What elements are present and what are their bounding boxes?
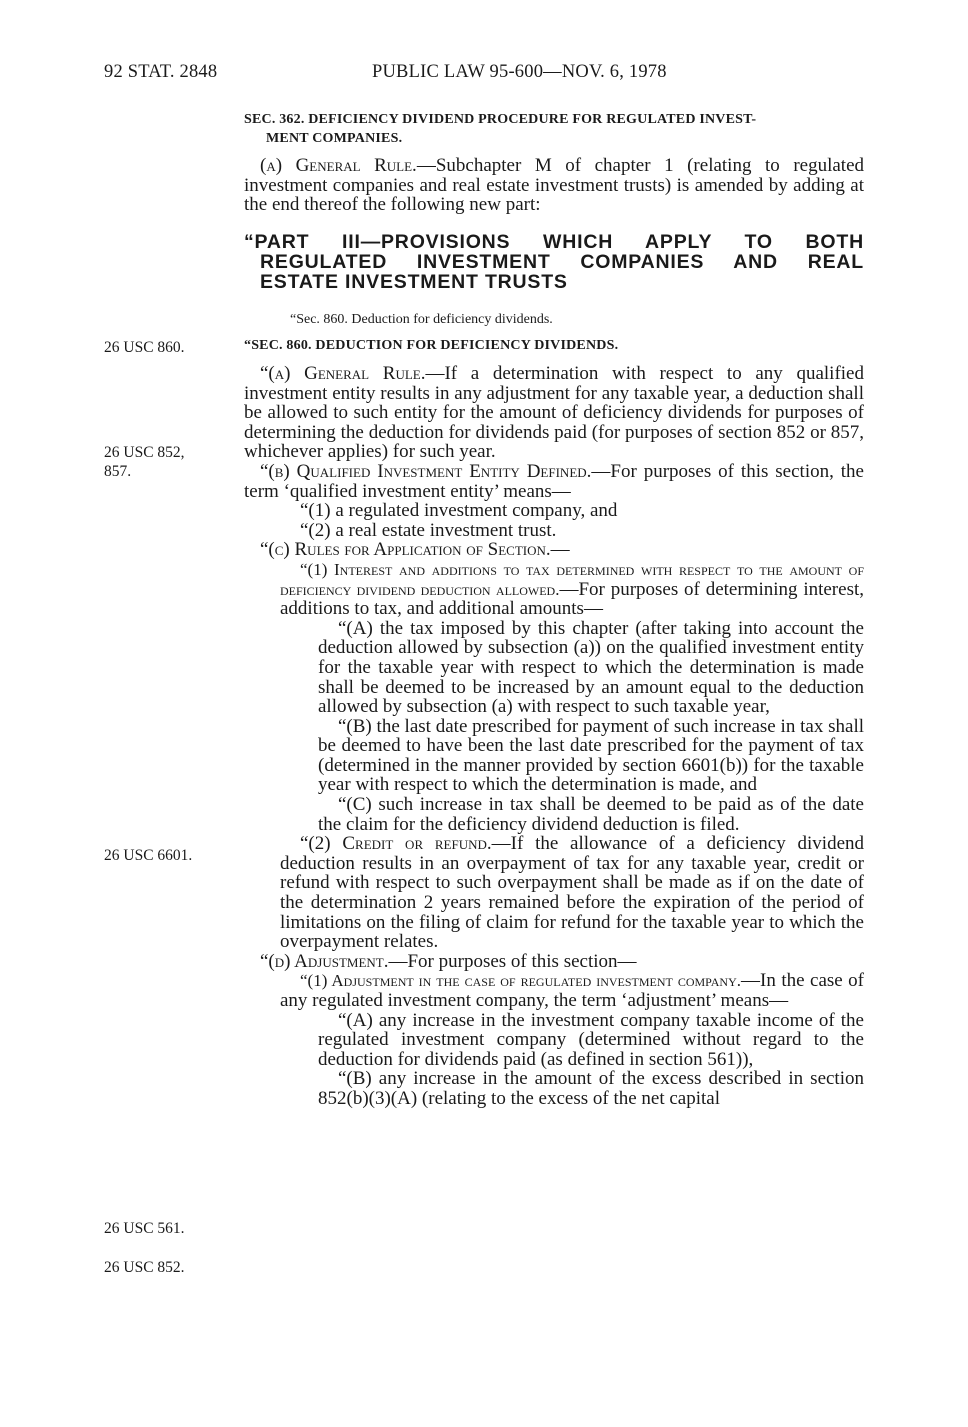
paragraph-c2: “(2) Credit or refund.—If the allowance of a deficiency dividend deduction results in an overpayment of tax for any taxable year, credit or refund with respect to such overpayment shall be made as if on the date of the determination 2 years remained before the expiration of the period of limitations on the filing of claim for refund for the taxable year to which the overpayment relates. [280, 833, 864, 953]
section-860-body [244, 364, 864, 1109]
subsection-c: “(c) Rules for Application of Section.— [260, 539, 570, 561]
margin-note: 26 USC 561. [104, 1220, 185, 1237]
margin-note: 26 USC 860. [104, 339, 185, 356]
subsection-b: “(b) Qualified Investment Entity Defined.—For purposes of this section, the term ‘qualified investment entity’ means— [244, 460, 864, 502]
section-heading-line: MENT COMPANIES. [266, 131, 403, 146]
subsection-lead: (a) General Rule. [260, 155, 417, 176]
subsection-a: “(a) General Rule.—If a determination with respect to any qualified investment entity results in any adjustment for any taxable year, a deduction shall be allowed to such entity for the amount of deficiency dividends for purposes of determining the deduction for dividends paid (for purposes of section 852 or 857, whichever applies) for such year. [244, 363, 864, 463]
subsection-d: “(d) Adjustment.—For purposes of this section— [260, 950, 637, 972]
subsection-a-general-rule [244, 156, 864, 215]
part-iii-heading [244, 232, 864, 292]
subparagraph-d1a: “(A) any increase in the investment company taxable income of the regulated investment company (determined without regard to the deduction for dividends paid (as defined in section 561)), [318, 1009, 864, 1070]
margin-note: 26 USC 852. [104, 1259, 185, 1276]
paragraph-d1: “(1) Adjustment in the case of regulated investment company.—In the case of any regulated investment company, the term ‘adjustment’ means— [280, 970, 865, 1011]
paragraph-b2: “(2) a real estate investment trust. [300, 519, 557, 541]
paragraph-c1: “(1) Interest and additions to tax determined with respect to the amount of deficiency dividend deduction allowed.—For purposes of determining interest, additions to tax, and additional amounts— [280, 559, 864, 620]
section-860-heading [244, 338, 864, 354]
part-heading-line: REGULATED INVESTMENT COMPANIES AND REAL [260, 251, 864, 273]
statute-citation: 92 STAT. 2848 [104, 62, 218, 82]
part-heading-line: ESTATE INVESTMENT TRUSTS [260, 271, 568, 293]
subparagraph-c1c: “(C) such increase in tax shall be deemed to be paid as of the date the claim for the deficiency dividend deduction is filed. [318, 794, 864, 835]
subparagraph-c1a: “(A) the tax imposed by this chapter (after taking into account the deduction allowed by subsection (a)) on the qualified investment entity for the taxable year with respect to which the determination is made shall be deemed to be increased by an amount equal to the deduction allowed by subsection (a) with respect to such taxable year, [318, 617, 864, 718]
margin-note: 857. [104, 463, 132, 480]
section-heading-line: “SEC. 860. DEDUCTION FOR DEFICIENCY DIVIDENDS. [244, 338, 619, 353]
margin-note: 26 USC 6601. [104, 847, 193, 864]
margin-note: 26 USC 852, [104, 444, 185, 461]
page-running-title: PUBLIC LAW 95-600—NOV. 6, 1978 [372, 62, 667, 82]
paragraph-b1: “(1) a regulated investment company, and [300, 500, 618, 522]
subsection-text: —Subchapter M of chapter 1 (relating to regulated investment companies and real estate investment trusts) is amended by adding at the end thereof the following new part: [244, 155, 864, 216]
section-heading-line: SEC. 362. DEFICIENCY DIVIDEND PROCEDURE FOR REGULATED INVEST- [244, 112, 757, 127]
subparagraph-c1b: “(B) the last date prescribed for payment of such increase in tax shall be deemed to have been the last date prescribed for the payment of tax (determined in the manner provided by section 6601(b)) for the taxable year with respect to which the determination is made, and [318, 715, 864, 796]
table-of-contents-entry: “Sec. 860. Deduction for deficiency dividends. [290, 312, 553, 327]
part-heading-line: “PART III—PROVISIONS WHICH APPLY TO BOTH [244, 231, 864, 253]
subparagraph-d1b: “(B) any increase in the amount of the excess described in section 852(b)(3)(A) (relating to the excess of the net capital [318, 1068, 864, 1109]
section-362-heading [244, 110, 864, 148]
